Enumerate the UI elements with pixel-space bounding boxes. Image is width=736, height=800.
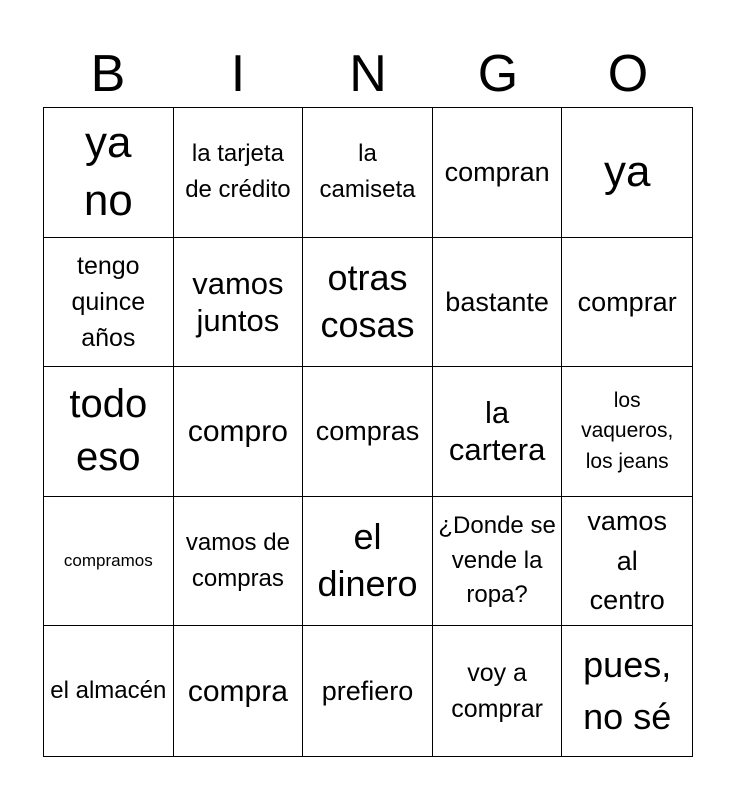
bingo-cell[interactable] xyxy=(303,108,433,238)
cell-text: vamos al centro xyxy=(587,506,667,615)
cell-text: otras cosas xyxy=(320,257,415,345)
bingo-cell[interactable] xyxy=(562,367,692,497)
cell-text: vamos juntos xyxy=(192,265,284,338)
bingo-cell[interactable] xyxy=(174,238,304,368)
cell-text: compramos xyxy=(63,551,153,571)
bingo-cell[interactable] xyxy=(433,238,563,368)
bingo-cell[interactable] xyxy=(44,238,174,368)
bingo-cell[interactable] xyxy=(303,497,433,627)
cell-text: voy a comprar xyxy=(451,658,543,724)
bingo-cell[interactable] xyxy=(44,497,174,627)
cell-text: compran xyxy=(444,157,550,188)
bingo-cell[interactable] xyxy=(562,626,692,756)
bingo-board xyxy=(43,107,693,757)
cell-text: la tarjeta de crédito xyxy=(185,140,291,204)
cell-text: el almacén xyxy=(50,677,167,705)
header-letter-o: O xyxy=(607,45,649,103)
header-letter-b: B xyxy=(90,45,126,103)
header-letter-g: G xyxy=(477,45,519,103)
bingo-cell[interactable] xyxy=(174,497,304,627)
cell-text: la camiseta xyxy=(319,140,416,204)
bingo-header xyxy=(43,40,693,108)
bingo-cell[interactable] xyxy=(44,108,174,238)
cell-text: compro xyxy=(187,414,288,448)
bingo-cell[interactable] xyxy=(174,367,304,497)
bingo-cell[interactable] xyxy=(303,626,433,756)
bingo-cell[interactable] xyxy=(433,626,563,756)
bingo-cell[interactable] xyxy=(433,108,563,238)
cell-text: comprar xyxy=(577,286,677,317)
bingo-cell[interactable] xyxy=(562,497,692,627)
cell-text: prefiero xyxy=(321,675,414,706)
bingo-cell[interactable] xyxy=(303,238,433,368)
cell-text: todo eso xyxy=(69,381,148,480)
header-letter-i: I xyxy=(230,45,246,103)
cell-text: vamos de compras xyxy=(185,529,290,593)
cell-text: ya no xyxy=(83,118,133,226)
bingo-cell[interactable] xyxy=(303,367,433,497)
bingo-cell[interactable] xyxy=(562,108,692,238)
bingo-cell[interactable] xyxy=(44,367,174,497)
bingo-cell[interactable] xyxy=(433,497,563,627)
cell-text: los vaqueros, los jeans xyxy=(581,388,674,473)
cell-text: pues, no sé xyxy=(583,644,672,738)
cell-text: bastante xyxy=(445,286,549,317)
cell-text: tengo quince años xyxy=(71,251,146,353)
bingo-cell[interactable] xyxy=(433,367,563,497)
bingo-cell[interactable] xyxy=(44,626,174,756)
cell-text: ¿Donde se vende la ropa? xyxy=(438,511,556,609)
bingo-cell[interactable] xyxy=(174,108,304,238)
header-letter-n: N xyxy=(349,45,387,103)
cell-text: ya xyxy=(603,147,651,197)
cell-text: compras xyxy=(315,416,420,447)
cell-text: compra xyxy=(187,674,288,708)
cell-text: el dinero xyxy=(317,516,418,605)
bingo-cell[interactable] xyxy=(174,626,304,756)
bingo-cell[interactable] xyxy=(562,238,692,368)
cell-text: la cartera xyxy=(448,395,546,468)
